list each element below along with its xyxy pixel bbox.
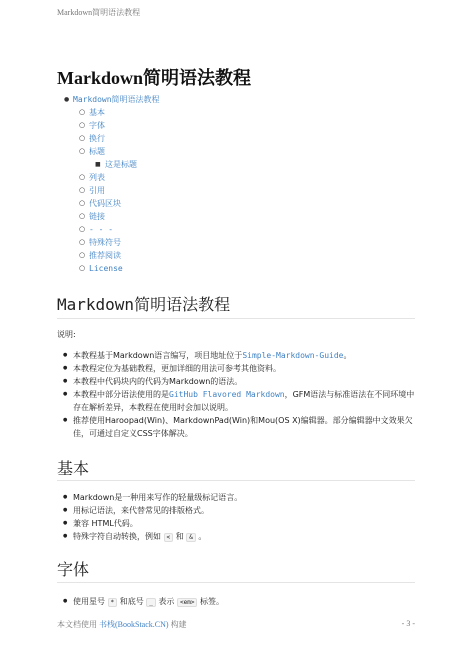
- toc-item[interactable]: [57, 223, 160, 236]
- toc-link[interactable]: 代码区块: [89, 199, 121, 208]
- section-heading-main: Markdown简明语法教程: [57, 295, 231, 314]
- toc-link[interactable]: 推荐阅读: [89, 251, 121, 260]
- list-item: [57, 388, 419, 414]
- list-item: [57, 595, 419, 609]
- toc-link[interactable]: 基本: [89, 108, 105, 117]
- toc-link[interactable]: 引用: [89, 186, 105, 195]
- list-item: [57, 349, 419, 362]
- list-item: ● Markdown是一种用来写作的轻量级标记语言。: [57, 491, 419, 504]
- item-text: 标签。: [197, 597, 224, 606]
- toc-item[interactable]: [57, 132, 160, 145]
- toc-link[interactable]: 特殊符号: [89, 238, 121, 247]
- toc-item[interactable]: [57, 93, 160, 106]
- bullet-square-icon: ■: [95, 161, 101, 168]
- toc-item[interactable]: [57, 249, 160, 262]
- toc-link[interactable]: 链接: [89, 212, 105, 221]
- intro-label: 说明:: [57, 330, 76, 339]
- toc-link[interactable]: 换行: [89, 134, 105, 143]
- item-text: 表示: [155, 597, 177, 606]
- note-text: 本教程中部分语法使用的是: [73, 390, 169, 399]
- toc-item[interactable]: [57, 145, 160, 158]
- heading-divider: [57, 480, 415, 481]
- toc-link[interactable]: 字体: [89, 121, 105, 130]
- list-item: ● 兼容 HTML代码。: [57, 517, 419, 530]
- toc-link[interactable]: - - -: [89, 225, 114, 234]
- note-text: 本教程中代码块内的代码为Markdown的语法。: [73, 377, 243, 386]
- page-footer: [57, 619, 415, 630]
- item-text: 和底号: [117, 597, 147, 606]
- bullet-circle-icon: ○: [79, 173, 86, 181]
- toc-item[interactable]: [57, 158, 160, 171]
- basic-list: [57, 491, 419, 544]
- document-title: Markdown简明语法教程: [57, 68, 252, 88]
- bullet-circle-icon: ○: [79, 225, 86, 233]
- item-text: 特殊字符自动转换，例如: [73, 532, 164, 541]
- list-item: ● 用标记语法，来代替常见的排版格式。: [57, 504, 419, 517]
- gfm-link[interactable]: GitHub Flavored Markdown: [169, 390, 285, 399]
- toc-item[interactable]: [57, 236, 160, 249]
- toc-link[interactable]: License: [89, 264, 123, 273]
- toc-item[interactable]: [57, 197, 160, 210]
- inline-code: *: [108, 598, 118, 607]
- bullet-circle-icon: ○: [79, 186, 86, 194]
- toc-item[interactable]: [57, 184, 160, 197]
- list-item: [57, 375, 419, 388]
- toc-item[interactable]: [57, 171, 160, 184]
- footer-brand-link[interactable]: 书栈(BookStack.CN): [99, 620, 169, 629]
- bullet-circle-icon: ○: [79, 251, 86, 259]
- heading-divider: [57, 582, 415, 583]
- toc-link[interactable]: Markdown简明语法教程: [73, 95, 160, 104]
- note-text: 推荐使用Haroopad(Win)、MarkdownPad(Win)和Mou(OS X)编辑器。部分编辑器中文效果欠佳，可通过自定义CSS字体解决。: [73, 416, 413, 438]
- list-item: [57, 362, 419, 375]
- note-text: 本教程基于Markdown语言编写，项目地址位于: [73, 351, 243, 360]
- bullet-circle-icon: ○: [79, 238, 86, 246]
- item-text: 。: [195, 532, 207, 541]
- bullet-circle-icon: ○: [79, 134, 86, 142]
- bullet-circle-icon: ○: [79, 212, 86, 220]
- footer-suffix: 构建: [168, 620, 187, 629]
- bullet-circle-icon: ○: [79, 264, 86, 272]
- inline-code: _: [146, 598, 156, 607]
- toc-item[interactable]: [57, 106, 160, 119]
- toc-link[interactable]: 列表: [89, 173, 105, 182]
- note-text: 。: [343, 351, 352, 360]
- page-number: - 3 -: [401, 619, 415, 628]
- list-item: [57, 414, 419, 440]
- table-of-contents: [57, 93, 160, 275]
- toc-item[interactable]: [57, 262, 160, 275]
- heading-divider: [57, 318, 415, 319]
- bullet-circle-icon: ○: [79, 147, 86, 155]
- toc-item[interactable]: [57, 119, 160, 132]
- section-heading-font: 字体: [57, 560, 90, 579]
- inline-code: <: [164, 533, 174, 542]
- toc-link[interactable]: 这是标题: [105, 160, 137, 169]
- inline-code: &: [186, 533, 196, 542]
- notes-list: [57, 349, 419, 440]
- bullet-circle-icon: ○: [79, 121, 86, 129]
- toc-link[interactable]: 标题: [89, 147, 105, 156]
- running-header: Markdown简明语法教程: [57, 8, 141, 17]
- bullet-circle-icon: ○: [79, 108, 86, 116]
- note-text: ，GFM语法与标准语法在不同环境中存在解析差异，本教程在使用时会加以说明。: [73, 390, 415, 412]
- footer-prefix: 本文档使用: [57, 620, 99, 629]
- toc-item[interactable]: [57, 210, 160, 223]
- list-item: [57, 530, 419, 544]
- bullet-circle-icon: ○: [79, 199, 86, 207]
- font-list: [57, 595, 419, 609]
- item-text: 和: [173, 532, 187, 541]
- project-link[interactable]: Simple-Markdown-Guide: [242, 351, 344, 360]
- bullet-disc-icon: ●: [64, 96, 70, 103]
- section-heading-basic: 基本: [57, 459, 90, 478]
- inline-code: <em>: [177, 598, 197, 607]
- note-text: 本教程定位为基础教程，更加详细的用法可参考其他资料。: [73, 364, 281, 373]
- item-text: 使用星号: [73, 597, 108, 606]
